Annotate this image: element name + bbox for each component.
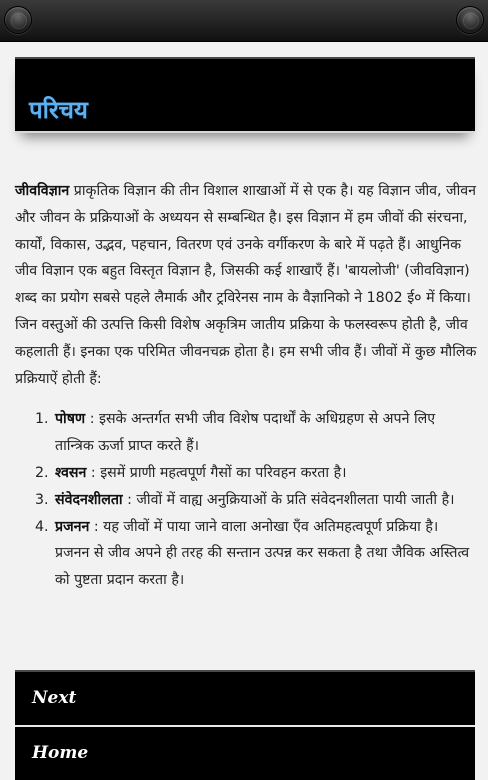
- title-panel: [15, 57, 475, 133]
- list-item: [53, 406, 477, 460]
- list-item-term: पोषण: [55, 411, 86, 428]
- list-item-text: : जीवों में वाह्य अनुक्रियाओं के प्रति संवेदनशीलता पायी जाती है।: [122, 491, 455, 508]
- options-button[interactable]: [456, 6, 484, 34]
- intro-term: जीवविज्ञान: [15, 183, 70, 199]
- intro-text: प्राकृतिक विज्ञान की तीन विशाल शाखाओं में से एक है। यह विज्ञान जीव, जीवन और जीवन के प्रक्रियाओं के अध्ययन से सम्बन्धित है। इस विज्ञान में हम जीवों की संरचना, कार्यों, विकास, उद्भव, पहचान, वितरण एवं उनके वर्गीकरण के बारे में पढ़ते हैं। आधुनिक जीव विज्ञान एक बहुत विस्तृत विज्ञान है, जिसकी कई शाखाएँ हैं। 'बायलोजी' (जीवविज्ञान) शब्द का प्रयोग सबसे पहले लैमार्क और ट्रविरेनस नाम के वैज्ञानिको ने 1802 ई० में किया। जिन वस्तुओं की उत्पत्ति किसी विशेष अकृत्रिम जातीय प्रक्रिया के फलस्वरूप होती है, जीव कहलाती हैं। इनका एक परिमित जीवनचक्र होता है। हम सभी जीव हैं। जीवों में कुछ मौलिक प्रक्रियाऐं होती हैं:: [15, 183, 477, 387]
- intro-paragraph: [15, 178, 477, 392]
- title-underline: [15, 131, 475, 133]
- page-title: परिचय: [29, 95, 88, 124]
- list-item: [53, 487, 477, 514]
- article-content: [15, 178, 477, 594]
- navigation-panel: [15, 670, 475, 780]
- list-item-text: : यह जीवों में पाया जाने वाला अनोखा एँव अतिमहत्वपूर्ण प्रक्रिया है। प्रजनन से जीव अपने ही तरह की सन्तान उत्पन्न कर सकता है तथा जैविक अस्तित्व को पुष्टता प्रदान करता है।: [55, 518, 470, 589]
- list-item: [53, 460, 477, 487]
- list-item: [53, 514, 477, 594]
- list-item-text: : इसमें प्राणी महत्वपूर्ण गैसों का परिवहन करता है।: [86, 464, 347, 481]
- list-item-term: प्रजनन: [55, 518, 90, 535]
- list-item-term: श्वसन: [55, 464, 87, 481]
- process-list: [15, 406, 477, 594]
- list-item-term: संवेदनशीलता: [55, 491, 123, 508]
- menu-button[interactable]: [4, 6, 32, 34]
- home-button[interactable]: Home: [32, 743, 89, 763]
- top-toolbar: [0, 0, 488, 42]
- next-button[interactable]: Next: [32, 688, 77, 708]
- list-item-text: : इसके अन्तर्गत सभी जीव विशेष पदार्थों के अधिग्रहण से अपने लिए तान्त्रिक ऊर्जा प्राप्त करते हैं।: [55, 411, 436, 455]
